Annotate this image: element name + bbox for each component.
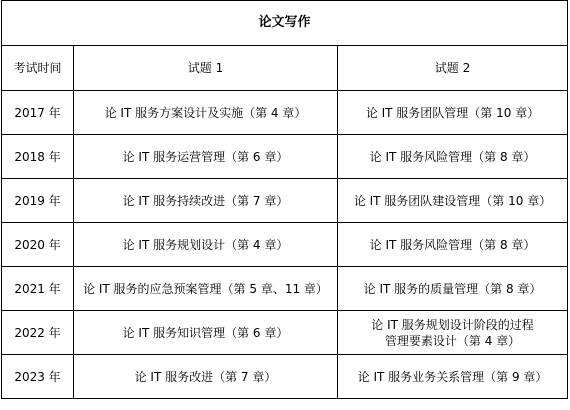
row-year: 2019 年 (2, 179, 74, 223)
row-year: 2018 年 (2, 135, 74, 179)
row-topic-1: 论 IT 服务改进（第 7 章） (74, 355, 338, 399)
row-topic-2: 论 IT 服务业务关系管理（第 9 章） (338, 355, 568, 399)
header-topic-1: 试题 1 (74, 46, 338, 91)
table-row (2, 91, 568, 135)
table-row (2, 135, 568, 179)
row-year: 2021 年 (2, 267, 74, 311)
row-topic-1: 论 IT 服务规划设计（第 4 章） (74, 223, 338, 267)
row-topic-2 (338, 311, 568, 355)
row-topic-1: 论 IT 服务知识管理（第 6 章） (74, 311, 338, 355)
row-year: 2017 年 (2, 91, 74, 135)
table-header-row (2, 46, 568, 91)
table-row (2, 223, 568, 267)
table-row (2, 179, 568, 223)
table-row (2, 267, 568, 311)
table-row (2, 311, 568, 355)
header-exam-time: 考试时间 (2, 46, 74, 91)
row-topic-2: 论 IT 服务风险管理（第 8 章） (338, 223, 568, 267)
row-topic-1: 论 IT 服务方案设计及实施（第 4 章） (74, 91, 338, 135)
row-year: 2020 年 (2, 223, 74, 267)
table-title: 论文写作 (2, 1, 568, 46)
essay-topics-table (1, 0, 568, 399)
row-topic-2-text: 论 IT 服务规划设计阶段的过程 管理要素设计（第 4 章） (371, 317, 534, 348)
table-row (2, 355, 568, 399)
row-topic-1: 论 IT 服务运营管理（第 6 章） (74, 135, 338, 179)
row-topic-1: 论 IT 服务的应急预案管理（第 5 章、11 章） (74, 267, 338, 311)
row-topic-2: 论 IT 服务风险管理（第 8 章） (338, 135, 568, 179)
row-topic-1: 论 IT 服务持续改进（第 7 章） (74, 179, 338, 223)
header-topic-2: 试题 2 (338, 46, 568, 91)
table-title-row (2, 1, 568, 46)
row-topic-2: 论 IT 服务团队管理（第 10 章） (338, 91, 568, 135)
row-topic-2: 论 IT 服务的质量管理（第 8 章） (338, 267, 568, 311)
row-year: 2023 年 (2, 355, 74, 399)
row-year: 2022 年 (2, 311, 74, 355)
row-topic-2: 论 IT 服务团队建设管理（第 10 章） (338, 179, 568, 223)
